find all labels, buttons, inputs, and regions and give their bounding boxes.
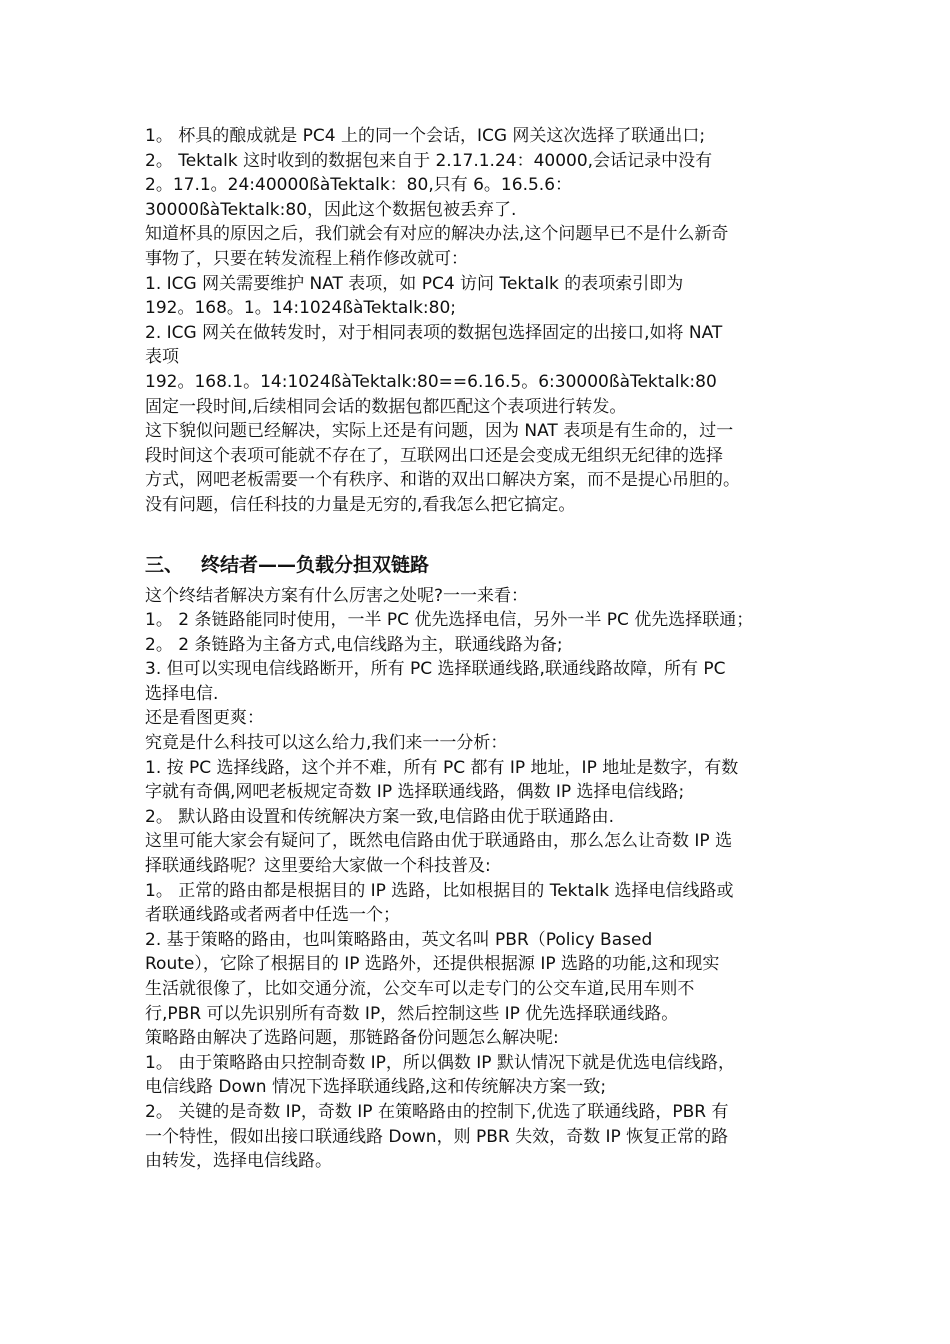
text-line: 知道杯具的原因之后，我们就会有对应的解决办法,这个问题早已不是什么新奇 [145,224,729,245]
text-line: 固定一段时间,后续相同会话的数据包都匹配这个表项进行转发。 [145,396,627,417]
text-line: 1。 杯具的酿成就是 PC4 上的同一个会话，ICG 网关这次选择了联通出口; [145,126,706,146]
section-3-body [145,584,815,1174]
section-heading [145,552,815,578]
text-line: 生活就很像了，比如交通分流，公交车可以走专门的公交车道,民用车则不 [145,979,695,999]
text-line: 1。 2 条链路能同时使用，一半 PC 优先选择电信，另外一半 PC 优先选择联通； [145,610,754,631]
text-line: 2. ICG 网关在做转发时，对于相同表项的数据包选择固定的出接口,如将 NAT [145,322,723,343]
text-line: 没有问题，信任科技的力量是无穷的,看我怎么把它搞定。 [145,494,576,515]
document-page [145,124,815,1174]
text-line: 2。 关键的是奇数 IP，奇数 IP 在策略路由的控制下,优选了联通线路，PBR 有 [145,1101,729,1122]
text-line: 段时间这个表项可能就不存在了，互联网出口还是会变成无组织无纪律的选择 [145,445,723,466]
section-title: 终结者——负载分担双链路 [201,553,430,576]
text-line: 还是看图更爽： [145,708,264,729]
text-line: 这里可能大家会有疑问了，既然电信路由优于联通路由，那么怎么让奇数 IP 选 [145,831,733,852]
text-line: 192。168.1。14:1024ßàTektalk:80==6.16.5。6:30000ßàTektalk:80 [145,371,717,392]
text-line: 2。 2 条链路为主备方式,电信线路为主，联通线路为备; [145,634,563,655]
text-line: 1. 按 PC 选择线路，这个并不难，所有 PC 都有 IP 地址，IP 地址是数字，有数 [145,757,739,778]
text-line: 2。 默认路由设置和传统解决方案一致,电信路由优于联通路由. [145,806,615,827]
text-line: 由转发，选择电信线路。 [145,1151,332,1172]
text-line: 择联通线路呢？这里要给大家做一个科技普及: [145,856,491,877]
text-line: 1。 由于策略路由只控制奇数 IP，所以偶数 IP 默认情况下就是优选电信线路， [145,1052,735,1073]
text-line: 电信线路 Down 情况下选择联通线路,这和传统解决方案一致; [145,1077,607,1098]
section-spacer [145,518,815,548]
text-line: 选择电信. [145,683,219,704]
text-line: 1. ICG 网关需要维护 NAT 表项，如 PC4 访问 Tektalk 的表项索引即为 [145,273,684,294]
text-line: 究竟是什么科技可以这么给力,我们来一一分析： [145,733,508,754]
text-line: 一个特性，假如出接口联通线路 Down，则 PBR 失效，奇数 IP 恢复正常的路 [145,1126,729,1147]
section-number: 三、 [145,553,184,576]
section-1-body [145,124,815,518]
text-line: 策略路由解决了选路问题，那链路备份问题怎么解决呢: [145,1028,559,1049]
text-line: 192。168。1。14:1024ßàTektalk:80; [145,298,456,319]
text-line: 3. 但可以实现电信线路断开，所有 PC 选择联通线路,联通线路故障，所有 PC [145,659,726,680]
text-line: 方式，网吧老板需要一个有秩序、和谐的双出口解决方案，而不是提心吊胆的。 [145,470,740,491]
text-line: 2。17.1。24:40000ßàTektalk：80,只有 6。16.5.6： [145,175,573,196]
text-line: 这个终结者解决方案有什么厉害之处呢?一一来看： [145,585,529,606]
text-line: 字就有奇偶,网吧老板规定奇数 IP 选择联通线路，偶数 IP 选择电信线路; [145,782,685,803]
text-line: 2. 基于策略的路由，也叫策略路由，英文名叫 PBR（Policy Based [145,929,653,950]
text-line: Route），它除了根据目的 IP 选路外，还提供根据源 IP 选路的功能,这和现实 [145,954,720,975]
text-line: 行,PBR 可以先识别所有奇数 IP，然后控制这些 IP 优先选择联通线路。 [145,1003,679,1024]
text-line: 2。 Tektalk 这时收到的数据包来自于 2.17.1.24：40000,会话记录中没有 [145,150,713,171]
text-line: 者联通线路或者两者中任选一个； [145,905,400,926]
text-line: 1。 正常的路由都是根据目的 IP 选路，比如根据目的 Tektalk 选择电信线路或 [145,880,734,901]
text-line: 事物了，只要在转发流程上稍作修改就可： [145,248,468,269]
text-line: 这下貌似问题已经解决，实际上还是有问题，因为 NAT 表项是有生命的，过一 [145,421,734,442]
text-line: 表项 [145,347,179,368]
text-line: 30000ßàTektalk:80，因此这个数据包被丢弃了. [145,199,517,220]
